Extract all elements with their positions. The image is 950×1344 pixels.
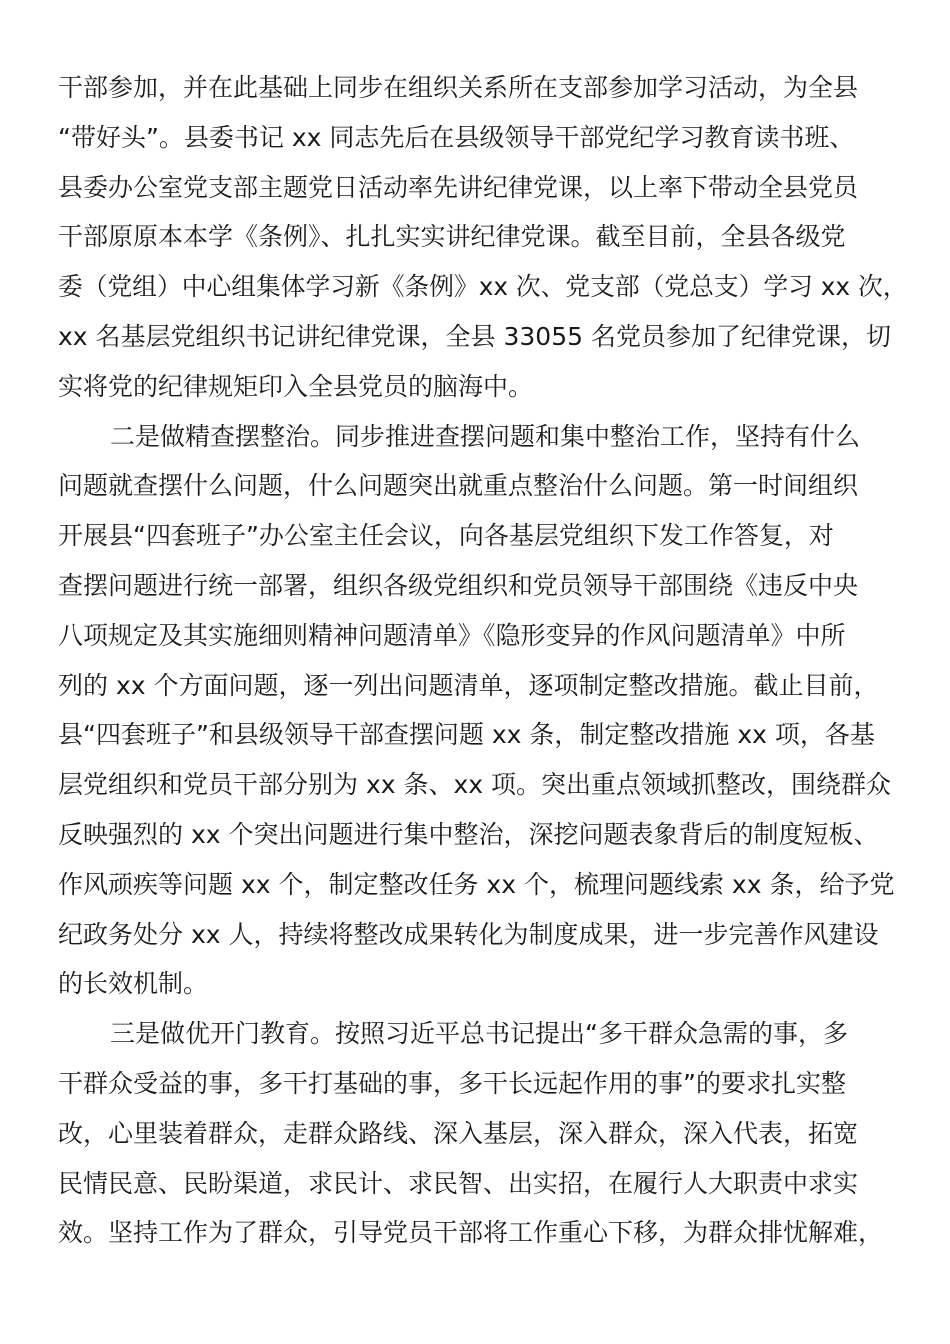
text-line: 干部原原本本学《条例》、扎扎实实讲纪律党课。截至目前，全县各级党 <box>58 222 846 252</box>
text-line: 县“四套班子”和县级领导干部查摆问题 xx 条，制定整改措施 xx 项，各基 <box>58 720 875 750</box>
text-line: 作风顽疾等问题 xx 个，制定整改任务 xx 个，梳理问题线索 xx 条，给予党 <box>58 869 895 899</box>
text-line: 干部参加，并在此基础上同步在组织关系所在支部参加学习活动，为全县 <box>58 73 859 102</box>
paragraph-start-line: 二是做精查摆整治。同步推进查摆问题和集中整治工作，坚持有什么 <box>110 421 861 451</box>
text-line: 列的 xx 个方面问题，逐一列出问题清单，逐项制定整改措施。截止目前， <box>58 670 879 700</box>
text-line: 开展县“四套班子”办公室主任会议，向各基层党组织下发工作答复，对 <box>58 521 834 551</box>
text-line: 问题就查摆什么问题，什么问题突出就重点整治什么问题。第一时间组织 <box>58 471 859 501</box>
text-line: 八项规定及其实施细则精神问题清单》《隐形变异的作风问题清单》中所 <box>58 620 846 650</box>
text-line: 改，心里装着群众，走群众路线、深入基层，深入群众，深入代表，拓宽 <box>58 1118 859 1148</box>
text-line: 查摆问题进行统一部署，组织各级党组织和党员领导干部围绕《违反中央 <box>58 570 859 600</box>
text-line: 县委办公室党支部主题党日活动率先讲纪律党课，以上率下带动全县党员 <box>58 172 859 202</box>
text-line: 纪政务处分 xx 人，持续将整改成果转化为制度成果，进一步完善作风建设 <box>58 919 879 949</box>
body-text <box>58 63 908 1258</box>
text-line: 层党组织和党员干部分别为 xx 条、xx 项。突出重点领域抓整改，围绕群众 <box>58 770 892 800</box>
text-line: xx 名基层党组织书记讲纪律党课，全县 33055 名党员参加了纪律党课，切 <box>58 321 891 351</box>
text-line: 的长效机制。 <box>58 969 209 999</box>
text-line: 反映强烈的 xx 个突出问题进行集中整治，深挖问题表象背后的制度短板、 <box>58 819 879 849</box>
paragraph-start-line: 三是做优开门教育。按照习近平总书记提出“多干群众急需的事，多 <box>110 1019 848 1049</box>
text-line: 实将党的纪律规矩印入全县党员的脑海中。 <box>58 371 534 401</box>
text-line: 委（党组）中心组集体学习新《条例》xx 次、党支部（党总支）学习 xx 次， <box>58 272 908 302</box>
text-line: “带好头”。县委书记 xx 同志先后在县级领导干部党纪学习教育读书班、 <box>58 122 855 152</box>
text-line: 民情民意、民盼渠道，求民计、求民智、出实招，在履行人大职责中求实 <box>58 1168 859 1198</box>
text-line: 干群众受益的事，多干打基础的事，多干长远起作用的事”的要求扎实整 <box>58 1068 846 1098</box>
text-line: 效。坚持工作为了群众，引导党员干部将工作重心下移，为群众排忧解难， <box>58 1218 884 1248</box>
